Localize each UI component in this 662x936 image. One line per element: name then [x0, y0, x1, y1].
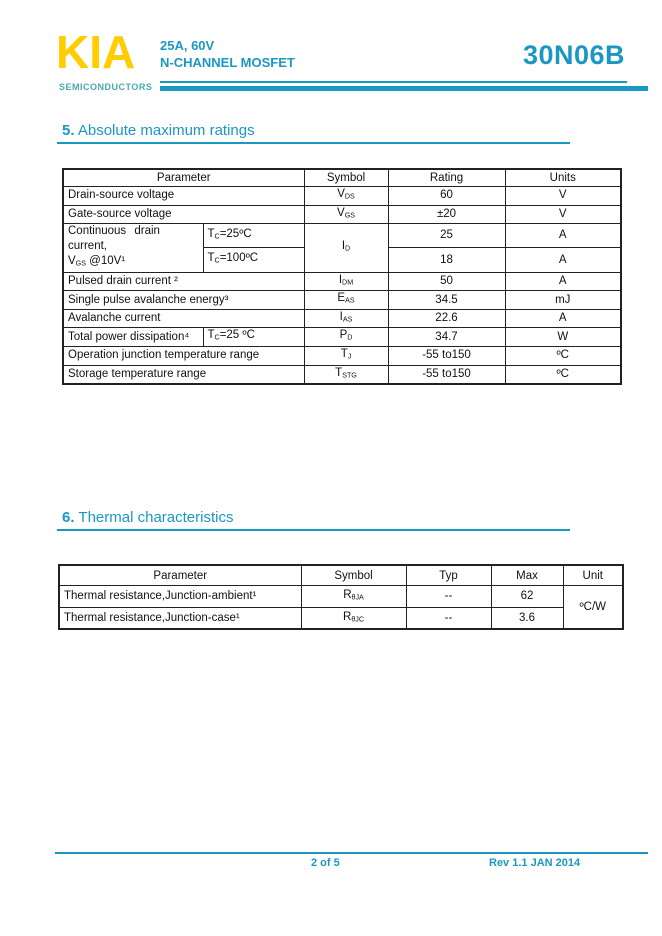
param-cell: Single pulse avalanche energy³ — [63, 291, 304, 310]
header-rule-thin — [160, 81, 627, 83]
symbol-cell — [304, 224, 388, 273]
col-header-unit: Unit — [563, 565, 623, 586]
col-header-units: Units — [505, 169, 621, 187]
symbol-cell — [301, 586, 406, 608]
section-6-title: Thermal characteristics — [78, 509, 234, 526]
device-spec-line2: N-CHANNEL MOSFET — [160, 55, 295, 70]
col-header-typ: Typ — [406, 565, 491, 586]
col-header-symbol: Symbol — [301, 565, 406, 586]
symbol-cell — [304, 187, 388, 206]
symbol-main: V — [337, 188, 345, 200]
symbol-sub: DM — [342, 278, 354, 287]
rating-cell: 34.5 — [388, 291, 505, 310]
symbol-main: V — [337, 206, 345, 219]
param-line2: $V_{GS}$ @10V¹ — [68, 255, 126, 268]
unit-cell: ºC/W — [563, 586, 623, 630]
rating-cell: ±20 — [388, 205, 505, 224]
symbol-main: R — [343, 589, 352, 601]
symbol-main: P — [339, 329, 348, 342]
table-row — [63, 365, 621, 384]
symbol-main: R — [343, 610, 352, 623]
units-cell: V — [505, 205, 621, 224]
rating-cell: 50 — [388, 272, 505, 291]
typ-cell: -- — [406, 607, 491, 629]
abs-max-ratings-table — [62, 168, 622, 385]
table-row — [63, 328, 621, 347]
table-row — [59, 607, 623, 629]
brand-tagline: SEMICONDUCTORS — [59, 82, 153, 92]
units-cell: W — [505, 328, 621, 347]
revision-label: Rev 1.1 JAN 2014 — [489, 857, 581, 869]
symbol-sub: GS — [344, 211, 355, 220]
section-6-heading — [62, 509, 233, 526]
brand-logo: KIA — [56, 26, 136, 78]
units-cell: A — [505, 224, 621, 248]
param-cell: Gate-source voltage — [63, 205, 304, 224]
rating-cell: -55 to150 — [388, 346, 505, 365]
symbol-sub: STG — [342, 371, 357, 380]
device-spec-line1: 25A, 60V — [160, 38, 215, 53]
condition-cell: $T_C=100ºC$ — [203, 248, 304, 272]
part-number: 30N06B — [522, 40, 625, 70]
rating-cell: 18 — [388, 248, 505, 272]
col-header-parameter: Parameter — [59, 565, 301, 586]
symbol-sub: J — [347, 352, 352, 361]
units-cell: V — [505, 187, 621, 206]
typ-cell: -- — [406, 586, 491, 608]
rating-cell: 34.7 — [388, 328, 505, 347]
units-cell: A — [505, 272, 621, 291]
symbol-sub: AS — [342, 315, 353, 324]
symbol-cell — [304, 205, 388, 224]
symbol-cell — [304, 291, 388, 310]
symbol-main: I — [339, 310, 343, 323]
table-row — [63, 346, 621, 365]
symbol-cell — [304, 272, 388, 291]
section-5-title: Absolute maximum ratings — [77, 122, 255, 139]
param-cell: Thermal resistance,Junction-case¹ — [59, 607, 301, 629]
table-row — [63, 224, 621, 248]
symbol-sub: D — [347, 333, 353, 342]
table-header-row — [63, 169, 621, 187]
section-5-underline — [57, 142, 570, 144]
table-row — [63, 309, 621, 328]
table-row — [63, 187, 621, 206]
symbol-cell — [304, 365, 388, 384]
symbol-sub: θJC — [351, 615, 364, 624]
symbol-sub: D — [345, 244, 351, 253]
symbol-main: I — [338, 273, 343, 286]
page-indicator: 2 of 5 — [311, 857, 340, 869]
param-cell: Thermal resistance,Junction-ambient¹ — [59, 586, 301, 608]
header-rule-thick — [160, 86, 648, 91]
param-cell: Total power dissipation⁴ — [63, 328, 203, 347]
param-cell: Drain-source voltage — [63, 187, 304, 206]
footer-divider — [55, 852, 648, 854]
units-cell: A — [505, 309, 621, 328]
units-cell: A — [505, 248, 621, 272]
max-cell: 62 — [491, 586, 563, 608]
symbol-main: E — [337, 292, 346, 305]
symbol-sub: θJA — [351, 593, 364, 602]
param-cell — [63, 224, 203, 273]
symbol-cell — [304, 328, 388, 347]
table-row — [63, 272, 621, 291]
table-header-row — [59, 565, 623, 586]
section-5-number: 5. — [62, 122, 75, 139]
condition-cell: $T_C=25$ ºC — [203, 328, 304, 347]
units-cell: mJ — [505, 291, 621, 310]
table-row — [63, 205, 621, 224]
symbol-main: I — [341, 240, 346, 253]
max-cell: 3.6 — [491, 607, 563, 629]
rating-cell: -55 to150 — [388, 365, 505, 384]
table-row — [59, 586, 623, 608]
param-line1: Continuous drain current, — [68, 225, 160, 253]
thermal-characteristics-table — [58, 564, 624, 630]
units-cell: ºC — [505, 365, 621, 384]
col-header-rating: Rating — [388, 169, 505, 187]
symbol-main: T — [335, 366, 343, 379]
table-row — [63, 291, 621, 310]
param-cell: Pulsed drain current ² — [63, 272, 304, 291]
col-header-symbol: Symbol — [304, 169, 388, 187]
symbol-main: T — [340, 347, 348, 360]
rating-cell: 25 — [388, 224, 505, 248]
rating-cell: 22.6 — [388, 309, 505, 328]
section-6-underline — [57, 529, 570, 531]
symbol-sub: AS — [345, 296, 355, 305]
param-cell: Operation junction temperature range — [63, 346, 304, 365]
symbol-sub: DS — [344, 192, 355, 201]
device-spec — [160, 37, 295, 71]
condition-cell: $T_C=25ºC$ — [203, 224, 304, 248]
param-cell: Avalanche current — [63, 309, 304, 328]
col-header-parameter: Parameter — [63, 169, 304, 187]
section-6-number: 6. — [62, 509, 75, 526]
section-5-heading — [62, 122, 255, 139]
symbol-cell — [304, 309, 388, 328]
symbol-cell — [301, 607, 406, 629]
param-cell: Storage temperature range — [63, 365, 304, 384]
rating-cell: 60 — [388, 187, 505, 206]
units-cell: ºC — [505, 346, 621, 365]
col-header-max: Max — [491, 565, 563, 586]
symbol-cell — [304, 346, 388, 365]
